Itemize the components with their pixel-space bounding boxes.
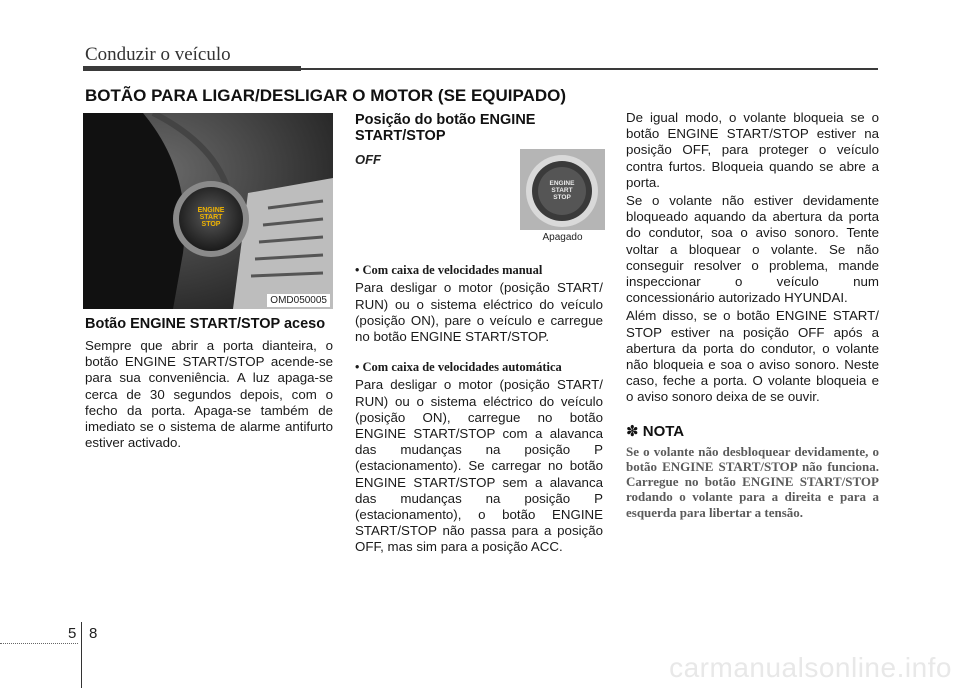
off-photo-caption: Apagado [520, 230, 605, 245]
warning-sound-text: Se o volante não estiver devidamente bloqueado aquando da abertura da porta do condutor, soa o aviso sonoro. Tente voltar a bloquear o volante. Se não conseguir resolver o problema, mande inspeccionar o veículo num concessionário autorizado HYUNDAI. [626, 193, 879, 306]
engine-button-photo [83, 113, 333, 309]
off-text-engine: ENGINE [549, 180, 575, 187]
spacer [355, 345, 603, 359]
off-label: OFF [355, 152, 381, 167]
button-position-heading: Posição do botão ENGINE START/STOP [355, 112, 536, 144]
photo-code: OMD050005 [267, 294, 330, 307]
note-title: ✽ NOTA [626, 422, 685, 440]
column-3 [626, 110, 879, 520]
note-body: Se o volante não desbloquear devidamente, o botão ENGINE START/STOP não funciona. Carregue no botão ENGINE START/STOP rodando o volante para a direita e para a esquerda para libertar a tensão. [626, 443, 879, 520]
off-button-photo [520, 149, 605, 245]
automatic-heading: • Com caixa de velocidades automática [355, 360, 562, 375]
lit-button-text: Sempre que abrir a porta dianteira, o botão ENGINE START/STOP acende-se para sua conveniência. A luz apaga-se cerca de 30 segundos depois, com o fecho da porta. Apaga-se também de imediato se o sistema de alarme antifurto estiver activado. [85, 338, 333, 451]
lit-button-heading: Botão ENGINE START/STOP aceso [85, 316, 326, 332]
header-rule-thick [83, 66, 301, 71]
running-header: Conduzir o veículo [85, 44, 231, 65]
chapter-number: 5 [68, 625, 77, 642]
footer-dotted-rule [0, 643, 78, 645]
manual-text: Para desligar o motor (posição START/ RUN) ou o sistema eléctrico do veículo (posição ON), pare o veículo e carregue no botão ENGINE START/STOP. [355, 280, 603, 345]
column-1 [85, 316, 333, 451]
off-text-stop: STOP [553, 194, 571, 201]
button-text-engine: ENGINE [197, 207, 225, 214]
page-number: 8 [89, 625, 98, 642]
engine-button-label [188, 207, 234, 228]
header-rule-thin [301, 68, 878, 70]
button-text-start: START [199, 214, 223, 221]
off-button-label [542, 180, 582, 201]
section-title: BOTÃO PARA LIGAR/DESLIGAR O MOTOR (SE EQUIPADO) [85, 86, 567, 105]
manual-heading: • Com caixa de velocidades manual [355, 263, 543, 278]
button-text-stop: STOP [201, 221, 221, 228]
page-number-divider [81, 622, 82, 688]
off-text-start: START [551, 187, 573, 194]
automatic-text: Para desligar o motor (posição START/ RUN) ou o sistema eléctrico do veículo (posição ON), carregue no botão ENGINE START/STOP com a alavanca das mudanças na posição P (estacionamento). Se carregar no botão ENGINE START/STOP sem a alavanca das mudanças na posição P (estacionamento), o botão ENGINE START/STOP não passa para a posição OFF, mas sim para a posição ACC. [355, 377, 603, 555]
steering-lock-text: De igual modo, o volante bloqueia se o botão ENGINE START/STOP estiver na posição OFF, para proteger o veículo contra furtos. Bloqueia quando se abre a porta. [626, 110, 879, 190]
watermark: carmanualsonline.info [669, 652, 952, 683]
door-open-text: Além disso, se o botão ENGINE START/ STOP estiver na posição OFF após a abertura da porta do condutor, o volante não bloqueia e soa o aviso sonoro. Neste caso, feche a porta. O volante bloqueia e o aviso sonoro deixa de se ouvir. [626, 308, 879, 405]
